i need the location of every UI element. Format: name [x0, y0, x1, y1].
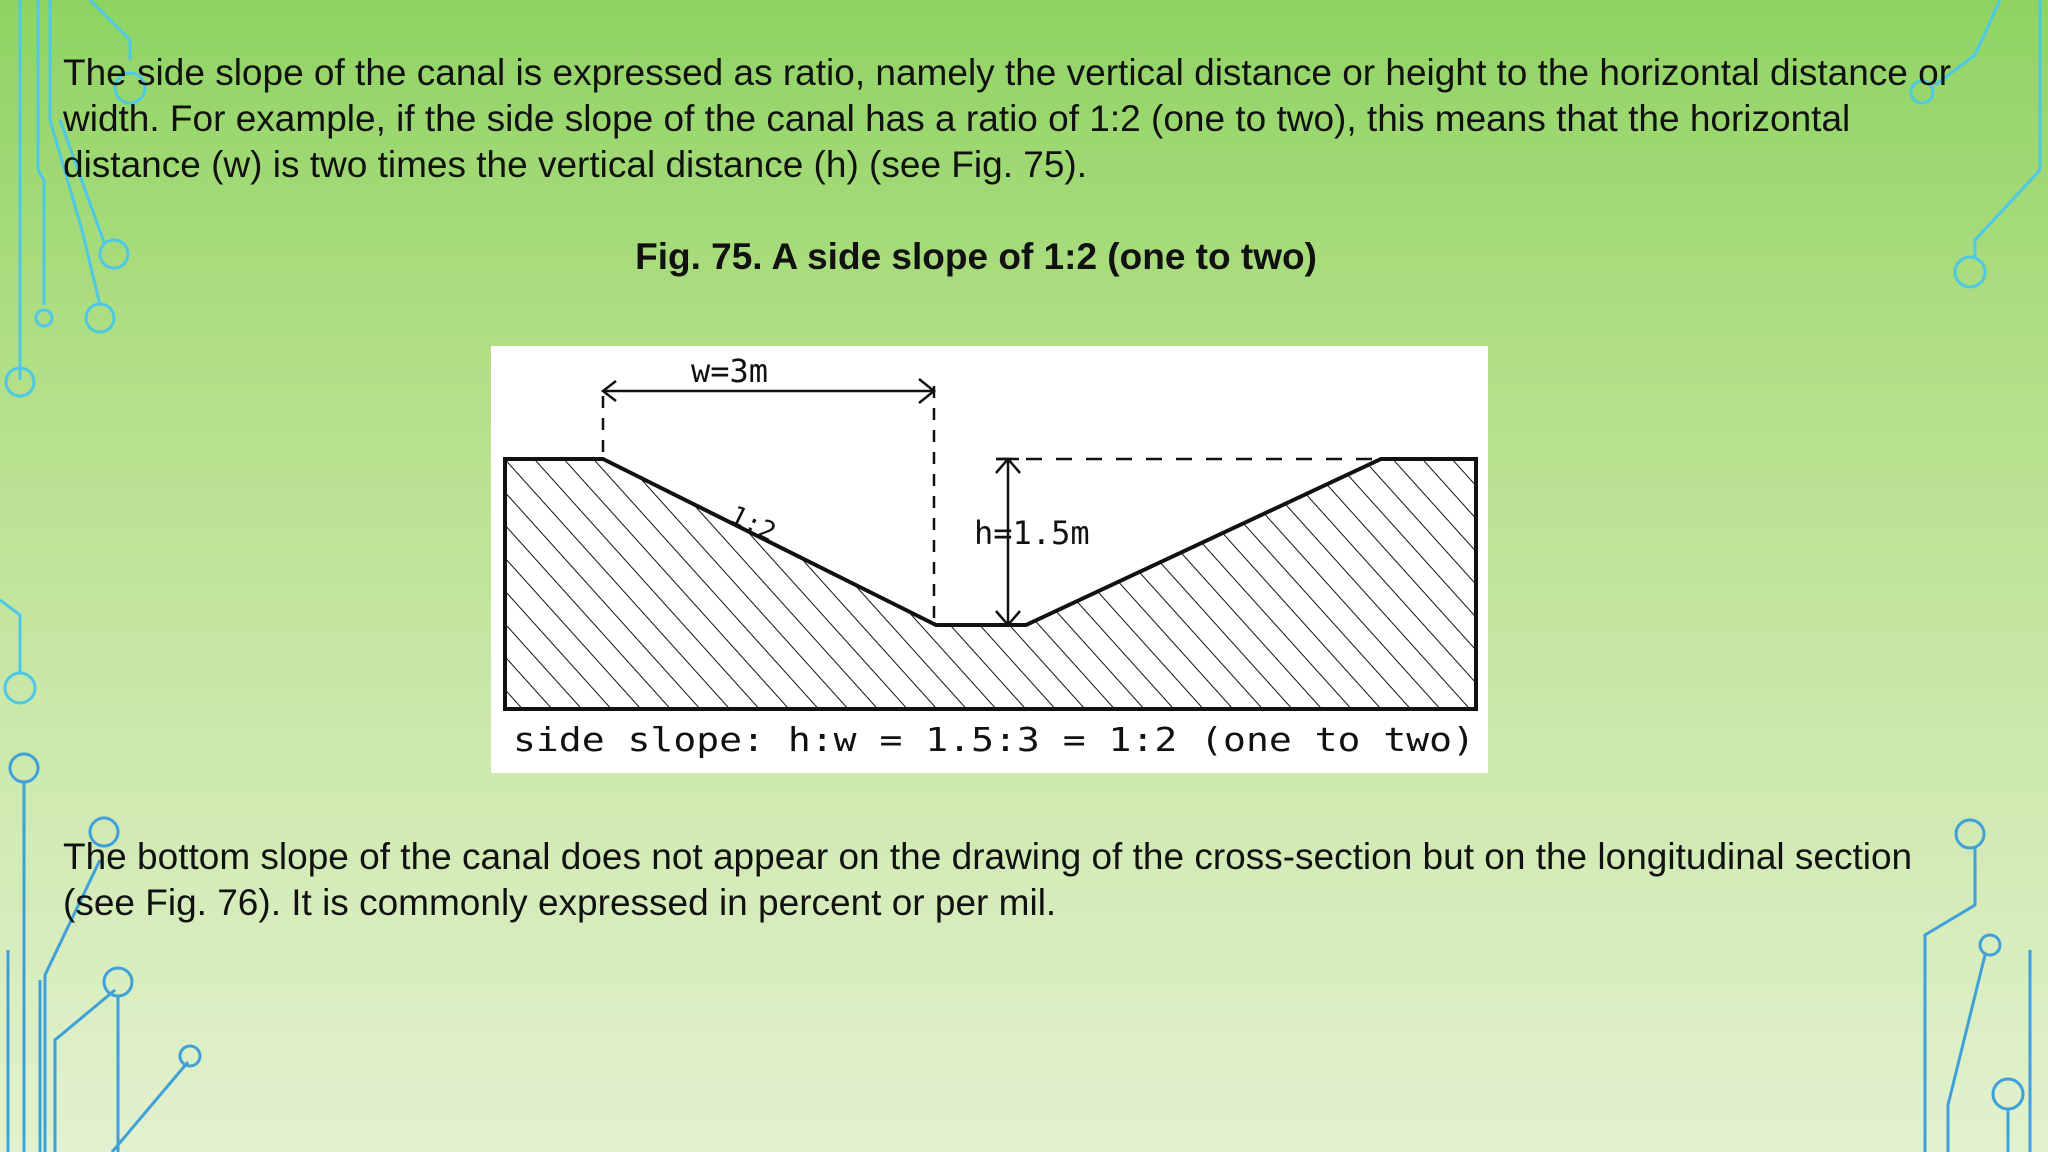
ground-hatch	[505, 459, 1476, 709]
bottom-slope-paragraph: The bottom slope of the canal does not appear on the drawing of the cross-section but on the longitudinal section (see Fig. 76). It is commonly expressed in percent or per mil.	[63, 836, 1913, 923]
slope-ratio-label: 1:2	[724, 500, 781, 548]
width-label: w=3m	[691, 352, 769, 390]
height-label: h=1.5m	[974, 514, 1090, 552]
side-slope-paragraph: The side slope of the canal is expressed as ratio, namely the vertical distance or height to the horizontal distance or width. For example, if the side slope of the canal has a ratio of 1:2 (one to two), this means that the horizontal distance (w) is two times the vertical distance (h) (see Fig. 75).	[63, 52, 1952, 185]
side-slope-formula: side slope: h:w = 1.5:3 = 1:2 (one to two)	[513, 720, 1475, 759]
canal-cross-section-figure	[491, 346, 1488, 773]
figure-caption: Fig. 75. A side slope of 1:2 (one to two)	[635, 236, 1317, 277]
